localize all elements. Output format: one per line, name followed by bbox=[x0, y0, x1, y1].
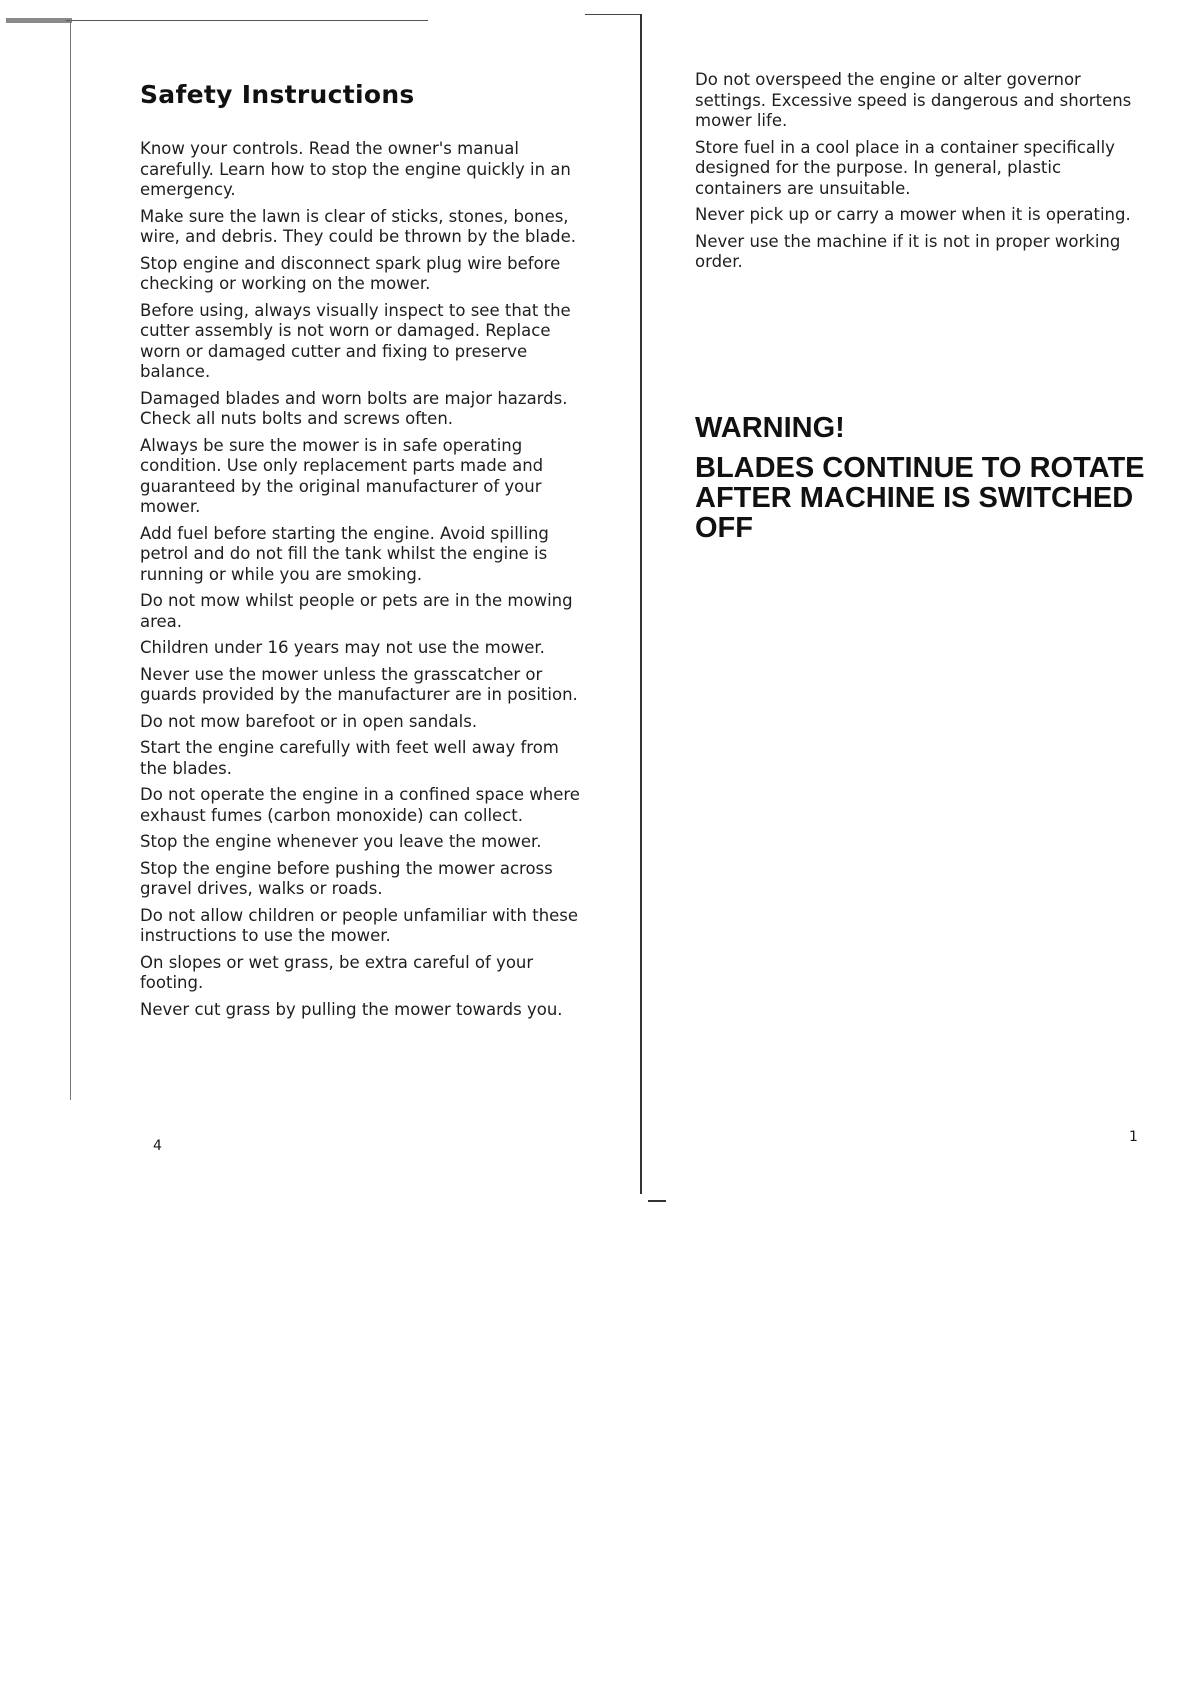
page-number-left: 4 bbox=[153, 1138, 162, 1154]
safety-paragraph: Do not operate the engine in a confined space where exhaust fumes (carbon monoxide) can collect. bbox=[140, 785, 580, 825]
left-page-edge bbox=[70, 20, 71, 1100]
safety-paragraph: Do not mow barefoot or in open sandals. bbox=[140, 711, 478, 731]
fold-bottom-mark bbox=[648, 1200, 666, 1202]
top-rule-left bbox=[66, 20, 428, 21]
safety-paragraph: Never use the machine if it is not in proper working order. bbox=[695, 231, 1121, 271]
safety-paragraph: Store fuel in a cool place in a container specifically designed for the purpose. In general, plastic containers are unsuitable. bbox=[695, 137, 1115, 198]
page-title: Safety Instructions bbox=[140, 80, 415, 109]
safety-paragraph: Children under 16 years may not use the mower. bbox=[140, 638, 545, 657]
safety-paragraph: Do not mow whilst people or pets are in the mowing area. bbox=[140, 591, 573, 631]
warning-block bbox=[695, 412, 1145, 543]
safety-paragraph: Always be sure the mower is in safe operating condition. Use only replacement parts made and guaranteed by the original manufacturer of your mower. bbox=[140, 435, 544, 516]
scan-edge-top bbox=[6, 18, 72, 23]
center-fold bbox=[640, 14, 642, 1194]
left-page bbox=[140, 70, 590, 1026]
top-rule-right bbox=[585, 14, 641, 15]
safety-paragraph: Know your controls. Read the owner's manual carefully. Learn how to stop the engine quickly in an emergency. bbox=[140, 139, 571, 199]
warning-text: BLADES CONTINUE TO ROTATE AFTER MACHINE IS SWITCHED OFF bbox=[695, 452, 1145, 544]
safety-paragraph: Stop the engine whenever you leave the mower. bbox=[140, 832, 542, 851]
safety-list bbox=[140, 139, 590, 1020]
safety-paragraph: Make sure the lawn is clear of sticks, stones, bones, wire, and debris. They could be thrown by the blade. bbox=[140, 206, 576, 246]
safety-paragraph: Start the engine carefully with feet well away from the blades. bbox=[140, 738, 559, 778]
safety-paragraph: On slopes or wet grass, be extra careful of your footing. bbox=[140, 952, 534, 992]
safety-paragraph: Do not overspeed the engine or alter governor settings. Excessive speed is dangerous and shortens mower life. bbox=[695, 70, 1132, 130]
safety-paragraph: Add fuel before starting the engine. Avoid spilling petrol and do not fill the tank whilst the engine is running or while you are smoking. bbox=[140, 523, 549, 584]
safety-paragraph: Before using, always visually inspect to see that the cutter assembly is not worn or damaged. Replace worn or damaged cutter and fixing to preserve balance. bbox=[140, 300, 571, 381]
safety-paragraph: Damaged blades and worn bolts are major hazards. Check all nuts bolts and screws often. bbox=[140, 388, 568, 428]
warning-title: WARNING! bbox=[695, 412, 845, 444]
page-number-right: 1 bbox=[1129, 1129, 1138, 1145]
safety-paragraph: Stop engine and disconnect spark plug wire before checking or working on the mower. bbox=[140, 253, 561, 293]
safety-paragraph: Never cut grass by pulling the mower towards you. bbox=[140, 999, 563, 1019]
safety-paragraph: Never pick up or carry a mower when it is operating. bbox=[695, 205, 1131, 224]
right-page bbox=[695, 70, 1135, 279]
safety-paragraph: Never use the mower unless the grasscatcher or guards provided by the manufacturer are in position. bbox=[140, 664, 578, 704]
safety-paragraph: Do not allow children or people unfamiliar with these instructions to use the mower. bbox=[140, 905, 579, 945]
safety-paragraph: Stop the engine before pushing the mower across gravel drives, walks or roads. bbox=[140, 858, 553, 898]
